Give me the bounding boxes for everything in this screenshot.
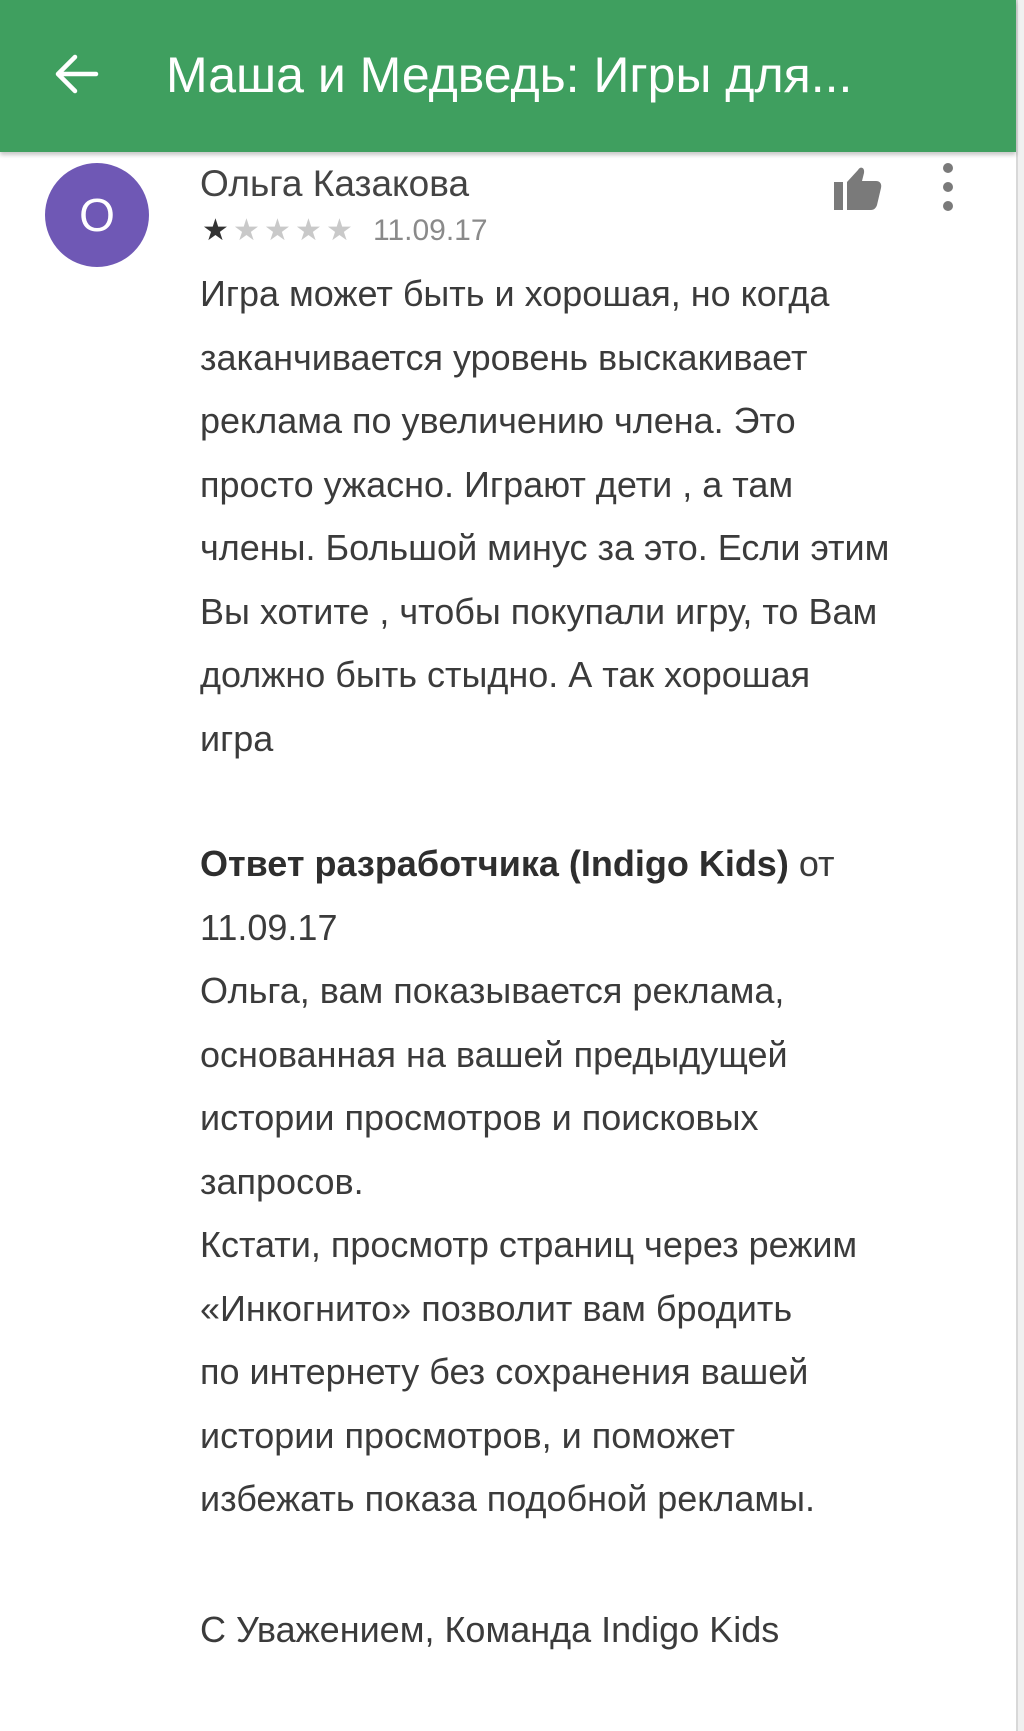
reply-line: Ольга, вам показывается реклама, xyxy=(200,970,785,1011)
star-empty-icon: ★ xyxy=(233,214,260,247)
reply-line: избежать показа подобной рекламы. xyxy=(200,1478,816,1519)
review-line: заканчивается уровень выскакивает xyxy=(200,336,808,378)
review-body xyxy=(200,262,980,770)
review-line: реклама по увеличению члена. Это xyxy=(200,400,796,441)
review-line: Игра может быть и хорошая, но когда xyxy=(200,273,830,314)
review-line: должно быть стыдно. А так хорошая xyxy=(200,654,811,695)
avatar: О xyxy=(45,163,149,267)
more-vert-icon xyxy=(924,209,972,226)
developer-reply xyxy=(200,832,980,1531)
review-line: Вы хотите , чтобы покупали игру, то Вам xyxy=(200,590,878,632)
app-bar xyxy=(0,0,1016,152)
side-strip xyxy=(1018,0,1024,1731)
review-line: просто ужасно. Играют дети , а там xyxy=(200,463,794,505)
reply-line: по интернету без сохранения вашей xyxy=(200,1351,809,1392)
review-card xyxy=(0,152,1016,1731)
developer-reply-heading: Ответ разработчика (Indigo Kids) xyxy=(200,843,789,884)
review-meta xyxy=(200,214,488,248)
reply-line: Кстати, просмотр страниц через режим xyxy=(200,1224,858,1265)
developer-reply-date: 11.09.17 xyxy=(200,906,338,948)
star-rating xyxy=(200,216,355,246)
star-empty-icon: ★ xyxy=(264,214,291,247)
developer-reply-header xyxy=(200,832,980,896)
developer-reply-heading-suffix: от xyxy=(788,843,835,884)
review-date: 11.09.17 xyxy=(373,214,488,247)
star-empty-icon: ★ xyxy=(295,214,322,247)
review-line: члены. Большой минус за это. Если этим xyxy=(200,527,890,568)
reply-line: «Инкогнито» позволит вам бродить xyxy=(200,1287,793,1329)
review-line: игра xyxy=(200,717,274,759)
star-empty-icon: ★ xyxy=(326,214,353,247)
reply-line: запросов. xyxy=(200,1160,364,1202)
thumbs-up-icon xyxy=(828,205,888,222)
reply-line: истории просмотров, и поможет xyxy=(200,1414,736,1456)
reply-line: основанная на вашей предыдущей xyxy=(200,1033,788,1075)
developer-reply-signature: С Уважением, Команда Indigo Kids xyxy=(200,1609,780,1650)
app-title: Маша и Медведь: Игры для... xyxy=(166,47,853,103)
back-button[interactable] xyxy=(36,36,116,116)
star-filled-icon: ★ xyxy=(202,214,229,247)
review-author: Ольга Казакова xyxy=(200,163,470,204)
helpful-button[interactable] xyxy=(828,158,888,218)
reply-line: истории просмотров и поисковых xyxy=(200,1097,759,1138)
more-options-button[interactable] xyxy=(924,156,972,222)
arrow-left-icon xyxy=(50,48,102,105)
